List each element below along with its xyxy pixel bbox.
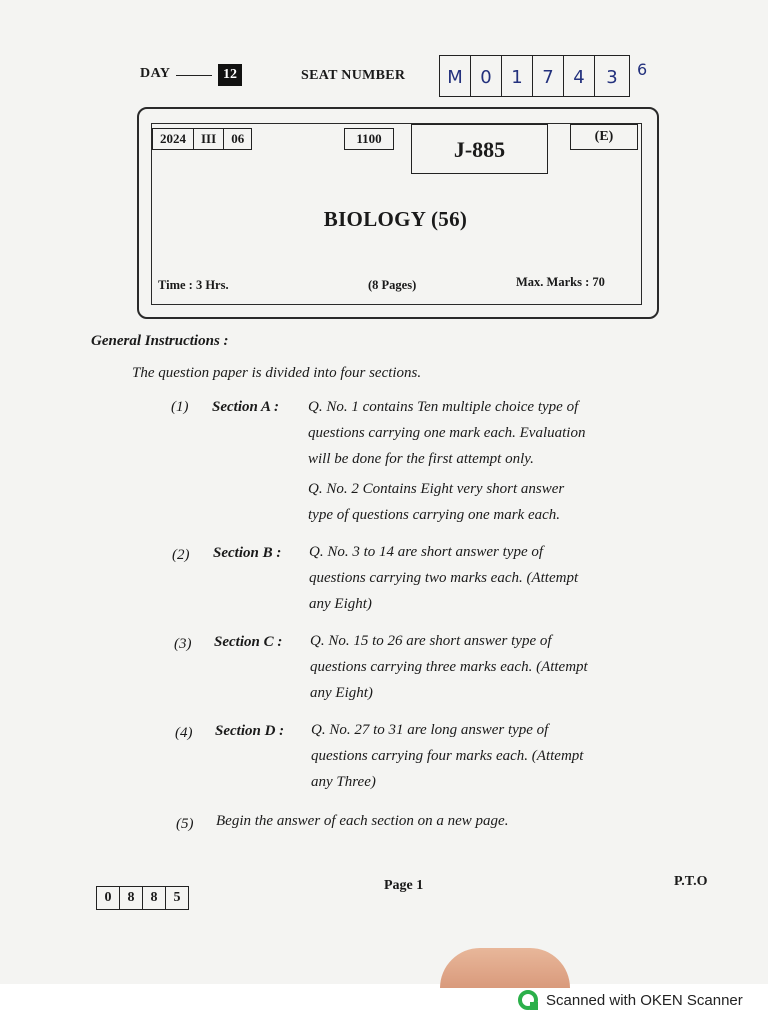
- seat-digit: 4: [564, 56, 595, 96]
- section-description: [310, 628, 640, 706]
- day-number-badge: 12: [218, 64, 242, 86]
- code-digit: 8: [120, 887, 143, 909]
- item-number: (5): [176, 816, 194, 832]
- max-marks: Max. Marks : 70: [516, 275, 605, 289]
- exam-month: III: [194, 129, 224, 149]
- exam-duration: Time : 3 Hrs.: [158, 278, 229, 292]
- pto-label: P.T.O: [674, 874, 708, 889]
- description-line: Q. No. 1 contains Ten multiple choice type of: [308, 399, 579, 415]
- paper-code-footer: [96, 886, 189, 910]
- seat-digit-extra: 6: [637, 60, 648, 79]
- description-line: questions carrying two marks each. (Attempt: [309, 570, 579, 586]
- section-label: Section B :: [213, 545, 282, 561]
- code-digit: 5: [173, 890, 181, 905]
- page-number: Page 1: [384, 878, 424, 893]
- description-line: will be done for the first attempt only.: [308, 451, 534, 467]
- seat-number-label: SEAT NUMBER: [301, 68, 406, 83]
- section-label: Section A :: [212, 399, 279, 415]
- section-label: Section C :: [214, 634, 283, 650]
- exam-time-code: 1100: [344, 128, 394, 150]
- instruction-text: Begin the answer of each section on a new page.: [216, 813, 509, 829]
- seat-digit: M: [440, 56, 471, 96]
- seat-digit: 1: [502, 56, 533, 96]
- description-line: any Eight): [310, 685, 373, 701]
- scanner-logo-icon: [518, 990, 538, 1010]
- code-digit: 0: [97, 887, 120, 909]
- seat-number-box: [439, 55, 630, 97]
- section-description: [309, 539, 639, 617]
- seat-digit: 0: [471, 56, 502, 96]
- description-line: questions carrying three marks each. (Attempt: [310, 659, 588, 675]
- description-line: Q. No. 15 to 26 are short answer type of: [310, 633, 552, 649]
- section-description: [311, 717, 641, 795]
- paper-code: J-885: [411, 124, 548, 174]
- instructions-intro: The question paper is divided into four sections.: [132, 365, 422, 381]
- instructions-heading: General Instructions :: [91, 333, 229, 349]
- description-line: Q. No. 2 Contains Eight very short answer: [308, 481, 565, 497]
- item-number: (3): [174, 636, 192, 652]
- day-label: DAY: [140, 66, 171, 81]
- description-line: questions carrying four marks each. (Attempt: [311, 748, 584, 764]
- description-line: any Three): [311, 774, 376, 790]
- code-digit: 8: [143, 887, 166, 909]
- item-number: (2): [172, 547, 190, 563]
- item-number: (4): [175, 725, 193, 741]
- subject-title: BIOLOGY (56): [323, 207, 468, 231]
- description-line: questions carrying one mark each. Evaluation: [308, 425, 586, 441]
- paper-language: (E): [570, 124, 638, 150]
- description-line: Q. No. 27 to 31 are long answer type of: [311, 722, 549, 738]
- scanner-text: Scanned with OKEN Scanner: [546, 991, 743, 1009]
- scanner-watermark: [518, 990, 743, 1010]
- page-count: (8 Pages): [368, 278, 417, 292]
- seat-digit: 3: [606, 67, 618, 88]
- thumb-photo: [440, 948, 570, 988]
- day-line: [176, 75, 212, 76]
- section-description-extra: [308, 476, 638, 528]
- section-label: Section D :: [215, 723, 285, 739]
- exam-date-table: [152, 128, 252, 150]
- exam-day: 06: [231, 131, 245, 146]
- item-number: (1): [171, 399, 189, 415]
- section-description: [308, 394, 638, 472]
- exam-year: 2024: [153, 129, 194, 149]
- description-line: Q. No. 3 to 14 are short answer type of: [309, 544, 544, 560]
- seat-digit: 7: [533, 56, 564, 96]
- description-line: type of questions carrying one mark each.: [308, 507, 561, 523]
- description-line: any Eight): [309, 596, 372, 612]
